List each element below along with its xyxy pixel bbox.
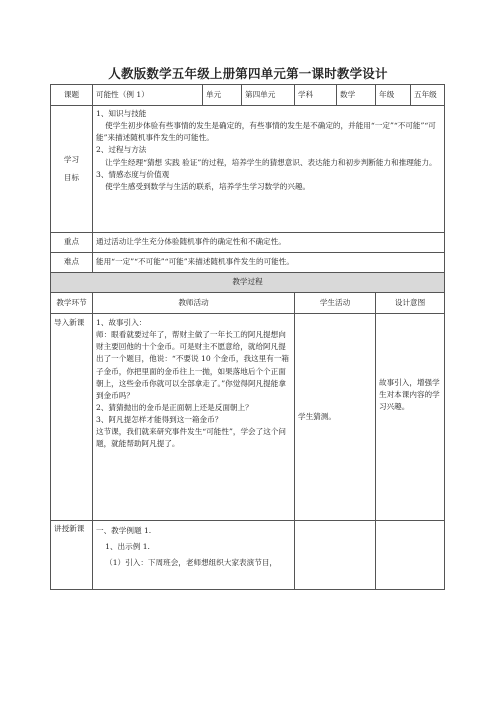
intro-line-3: 2、猜猜抛出的金币是正面朝上还是反面朝上？ bbox=[96, 402, 253, 412]
unit-label: 单元 bbox=[203, 85, 242, 106]
lecture-teacher bbox=[93, 521, 295, 590]
col-student: 学生活动 bbox=[295, 293, 376, 314]
goal-text-2: 让学生经理“猜想 实践 验证”的过程，培养学生的猜想意识、表达能力和初步判断能力和推理能力。 bbox=[105, 157, 437, 167]
lecture-intent bbox=[376, 521, 445, 590]
intro-intent: 故事引入，增强学生对本课内容的学习兴趣。 bbox=[376, 314, 445, 521]
topic-label: 课题 bbox=[51, 85, 93, 106]
lecture-line-3: （1）引入：下周班会，老师想组织大家表演节目， bbox=[105, 558, 278, 568]
lecture-line-1: 一、教学例题 1. bbox=[96, 526, 152, 535]
subject-value: 数学 bbox=[337, 85, 376, 106]
intro-line-1: 1、故事引入： bbox=[96, 318, 147, 327]
intro-line-5: 这节课，我们就来研究事件发生“可能性”，学会了这个问题，就能帮助阿凡提了。 bbox=[96, 427, 287, 449]
intro-line-2: 师：眼看就要过年了，帮财主做了一年长工的阿凡提想向财主要回他的十个金币。可是财主不愿意给，就给阿凡提出了一个题目，他说：“不要说 10 个金币，我这里有一箱子金币，你把里面的金币往上一抛，如果落地后个个正面朝上，这些金币你就可以全部拿走了。”你觉得阿凡提能拿到金币吗？ bbox=[96, 330, 290, 400]
info-row bbox=[51, 85, 445, 106]
goals-label-line1: 学习 bbox=[63, 154, 80, 164]
key-point-label: 重点 bbox=[51, 233, 93, 253]
difficulty-text: 能用“一定”“不可能”“可能”来描述随机事件发生的可能性。 bbox=[93, 253, 445, 273]
lecture-stage: 讲授新课 bbox=[51, 521, 93, 590]
grade-value: 五年级 bbox=[411, 85, 445, 106]
unit-value: 第四单元 bbox=[242, 85, 295, 106]
process-header: 教学过程 bbox=[51, 273, 445, 293]
lesson-plan-table bbox=[50, 84, 445, 590]
subject-label: 学科 bbox=[295, 85, 337, 106]
goal-heading-3: 3、情感态度与价值观 bbox=[96, 169, 170, 179]
goal-heading-1: 1、知识与技能 bbox=[96, 109, 147, 118]
process-columns-row bbox=[51, 293, 445, 314]
lecture-line-2: 1、出示例 1. bbox=[105, 542, 150, 552]
lecture-row bbox=[51, 521, 445, 590]
grade-label: 年级 bbox=[376, 85, 411, 106]
process-header-row bbox=[51, 273, 445, 293]
intro-teacher bbox=[93, 314, 295, 521]
difficulty-label: 难点 bbox=[51, 253, 93, 273]
goal-text-1: 使学生初步体验有些事情的发生是确定的，有些事情的发生是不确定的，并能用“一定”“不可能”“可能”来描述随机事件发生的可能性。 bbox=[96, 121, 436, 143]
intro-stage: 导入新课 bbox=[51, 314, 93, 521]
intro-line-4: 3、阿凡提怎样才能得到这一箱金币？ bbox=[96, 415, 223, 425]
goal-heading-2: 2、过程与方法 bbox=[96, 145, 147, 155]
topic-value: 可能性（例 1） bbox=[93, 85, 203, 106]
key-point-text: 通过活动让学生充分体验随机事件的确定性和不确定性。 bbox=[93, 233, 445, 253]
lecture-student bbox=[295, 521, 376, 590]
goal-text-3: 使学生感受到数学与生活的联系，培养学生学习数学的兴趣。 bbox=[105, 181, 311, 191]
intro-student: 学生猜测。 bbox=[295, 314, 376, 521]
key-point-row bbox=[51, 233, 445, 253]
goals-label bbox=[51, 106, 93, 233]
col-stage: 教学环节 bbox=[51, 293, 93, 314]
col-intent: 设计意图 bbox=[376, 293, 445, 314]
page-title: 人教版数学五年级上册第四单元第一课时教学设计 bbox=[108, 66, 388, 81]
intro-row bbox=[51, 314, 445, 521]
difficulty-row bbox=[51, 253, 445, 273]
goals-content bbox=[93, 106, 445, 233]
col-teacher: 教师活动 bbox=[93, 293, 295, 314]
goals-row bbox=[51, 106, 445, 233]
goals-label-line2: 目标 bbox=[63, 173, 80, 182]
